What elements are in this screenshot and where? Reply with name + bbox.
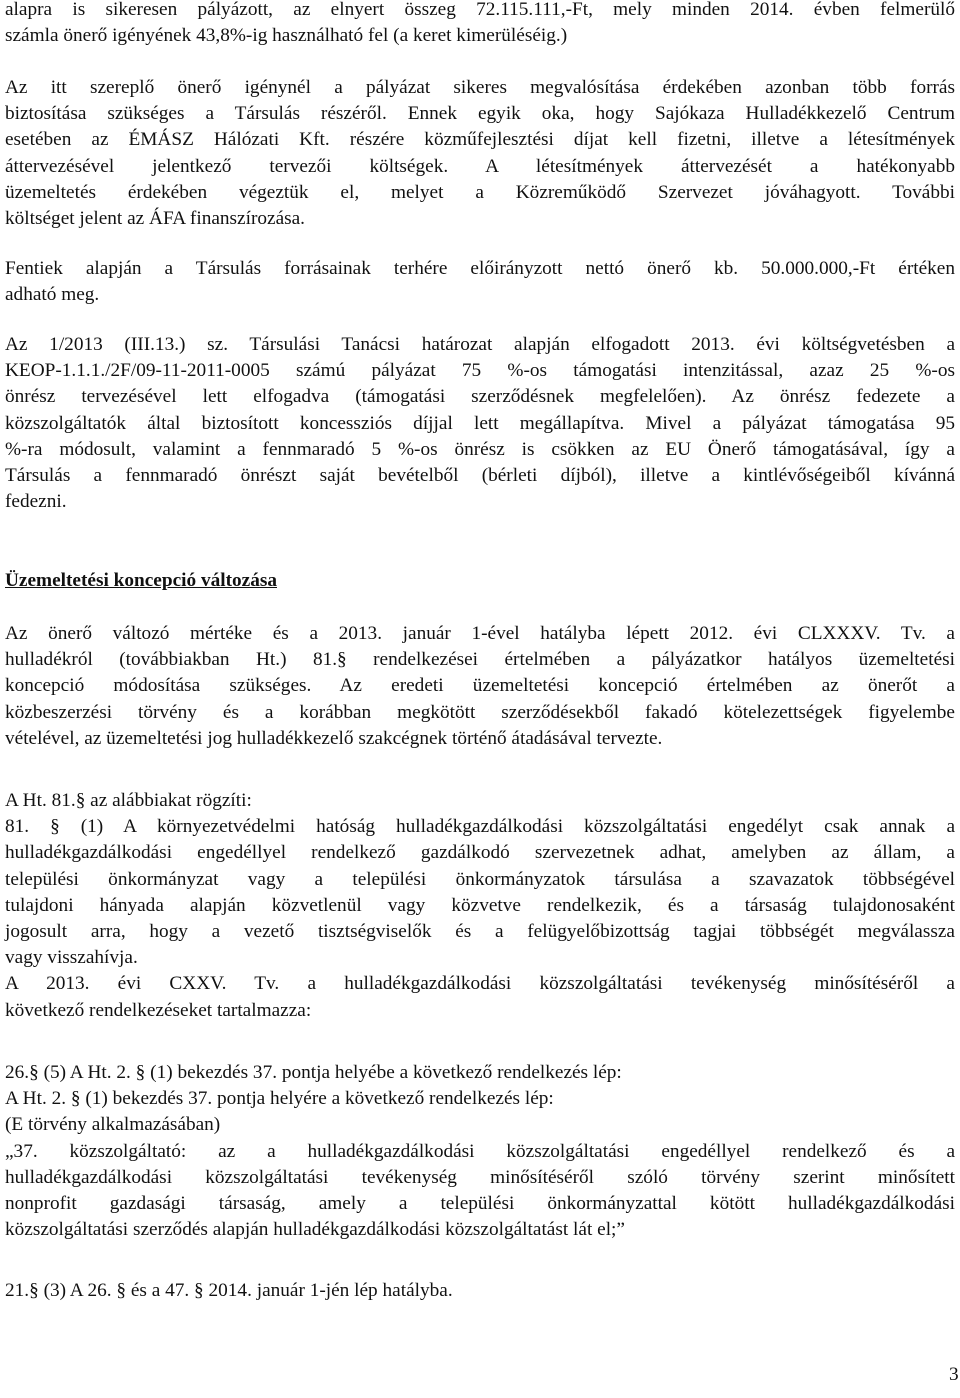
text-line: Fentiek alapján a Társulás forrásainak terhére előirányzott nettó önerő kb. 50.000.000,-Ft értéken <box>5 258 955 279</box>
text-line: (E törvény alkalmazásában) <box>5 1114 221 1136</box>
paragraph-budget-resolution <box>5 332 955 515</box>
paragraph-effective-date <box>5 1278 955 1304</box>
text-line: hulladékgazdálkodási engedéllyel rendelkező gazdálkodó szervezetnek adhat, amelyben az állam, a <box>5 842 955 864</box>
text-line: vagy visszahívja. <box>5 947 138 969</box>
text-line: alapra is sikeresen pályázott, az elnyert összeg 72.115.111,-Ft, mely minden 2014. évben felmerülő <box>5 0 955 20</box>
paragraph-ht-81 <box>5 788 955 1024</box>
text-line: települési önkormányzat vagy a települési önkormányzatok társulása a szavazatok többségével <box>5 868 955 890</box>
text-line: %-ra módosult, valamint a fennmaradó 5 %-os önrész is csökken az EU Önerő támogatásával, így a <box>5 438 955 460</box>
text-line: esetében az ÉMÁSZ Hálózati Kft. részére közműfejlesztési díjat kell fizetni, illetve a létesítmények <box>5 129 955 151</box>
text-line: jogosult arra, hogy a vezető tisztségviselők és a felügyelőbizottság tagjai többségét megválassza <box>5 921 955 943</box>
text-line: 21.§ (3) A 26. § és a 47. § 2014. január 1-jén lép hatályba. <box>5 1280 453 1301</box>
text-line: közbeszerzési törvény és a korábban megkötött szerződésekből fakadó kötelezettségek figyelembe <box>5 701 955 723</box>
paragraph-amendment <box>5 1060 955 1243</box>
text-line: közszolgáltatási szerződés alapján hulladékgazdálkodási közszolgáltatást lát el;” <box>5 1219 625 1241</box>
text-line: biztosítása szükséges a Társulás részéről. Ennek egyik oka, hogy Sajókaza Hulladékkezelő Centrum <box>5 103 955 125</box>
text-line: következő rendelkezéseket tartalmazza: <box>5 999 312 1021</box>
text-line: adható meg. <box>5 284 100 306</box>
text-line: Az 1/2013 (III.13.) sz. Társulási Tanácsi határozat alapján elfogadott 2013. évi költségvetésben a <box>5 334 955 355</box>
text-line: A Ht. 81.§ az alábbiakat rögzíti: <box>5 790 252 811</box>
text-line: koncepció módosítása szükséges. Az eredeti üzemeltetési koncepció értelmében az önerőt a <box>5 675 955 697</box>
text-line: „37. közszolgáltató: az a hulladékgazdálkodási közszolgáltatási engedéllyel rendelkező és a <box>5 1140 955 1162</box>
text-line: áttervezésével jelentkező tervezői költségek. A létesítmények áttervezését a hatékonyabb <box>5 155 955 177</box>
text-line: hulladékról (továbbiakban Ht.) 81.§ rendelkezései értelmében a pályázatkor hatályos üzemeltetési <box>5 649 955 671</box>
text-line: önrész tervezésével lett elfogadva (támogatási szerződésnek megfelelően). Az önrész fedezete a <box>5 386 955 408</box>
text-line: tulajdoni hányada alapján közvetlenül vagy közvetve rendelkezik, és a társaság tulajdonosaként <box>5 894 955 916</box>
text-line: 81. § (1) A környezetvédelmi hatóság hulladékgazdálkodási közszolgáltatási engedélyt csak annak a <box>5 816 955 838</box>
text-line: közszolgáltatók által biztosított koncessziós díjjal lett megállapítva. Mivel a pályázat támogatása 95 <box>5 412 955 434</box>
text-line: költséget jelent az ÁFA finanszírozása. <box>5 208 306 230</box>
paragraph-operating-concept <box>5 621 955 752</box>
section-heading: Üzemeltetési koncepció változása <box>5 570 277 591</box>
text-line: nonprofit gazdasági társaság, amely a települési önkormányzattal kötött hulladékgazdálkodási <box>5 1193 955 1215</box>
text-line: KEOP-1.1.1./2F/09-11-2011-0005 számú pályázat 75 %-os támogatási intenzitással, azaz 25 %-os <box>5 360 955 382</box>
text-line: hulladékgazdálkodási közszolgáltatási tevékenység minősítéséről szóló törvény szerint minősített <box>5 1166 955 1188</box>
paragraph-intro <box>5 0 955 49</box>
text-line: fedezni. <box>5 491 67 513</box>
text-line: számla önerő igényének 43,8%-ig használható fel (a keret kimerüléséig.) <box>5 25 568 47</box>
paragraph-funding-sources <box>5 75 955 232</box>
text-line: 26.§ (5) A Ht. 2. § (1) bekezdés 37. pontja helyébe a következő rendelkezés lép: <box>5 1062 622 1083</box>
page-number: 3 <box>949 1364 959 1385</box>
text-line: vételével, az üzemeltetési jog hulladékkezelő szakcégnek történő átadásával tervezte. <box>5 727 663 749</box>
text-line: Az itt szereplő önerő igénynél a pályázat sikeres megvalósítása érdekében azonban több forrás <box>5 77 955 98</box>
text-line: üzemeltetés érdekében végeztük el, melyet a Közreműködő Szervezet jóváhagyott. További <box>5 181 955 203</box>
text-line: A Ht. 2. § (1) bekezdés 37. pontja helyére a következő rendelkezés lép: <box>5 1088 554 1110</box>
paragraph-net-contribution <box>5 256 955 308</box>
text-line: Az önerő változó mértéke és a 2013. január 1-ével hatályba lépett 2012. évi CLXXXV. Tv. a <box>5 623 955 644</box>
text-line: Társulás a fennmaradó önrészt saját bevételből (bérleti díjból), illetve a kintlévőségeiből kívánná <box>5 465 955 487</box>
text-line: A 2013. évi CXXV. Tv. a hulladékgazdálkodási közszolgáltatási tevékenység minősítéséről a <box>5 973 955 995</box>
